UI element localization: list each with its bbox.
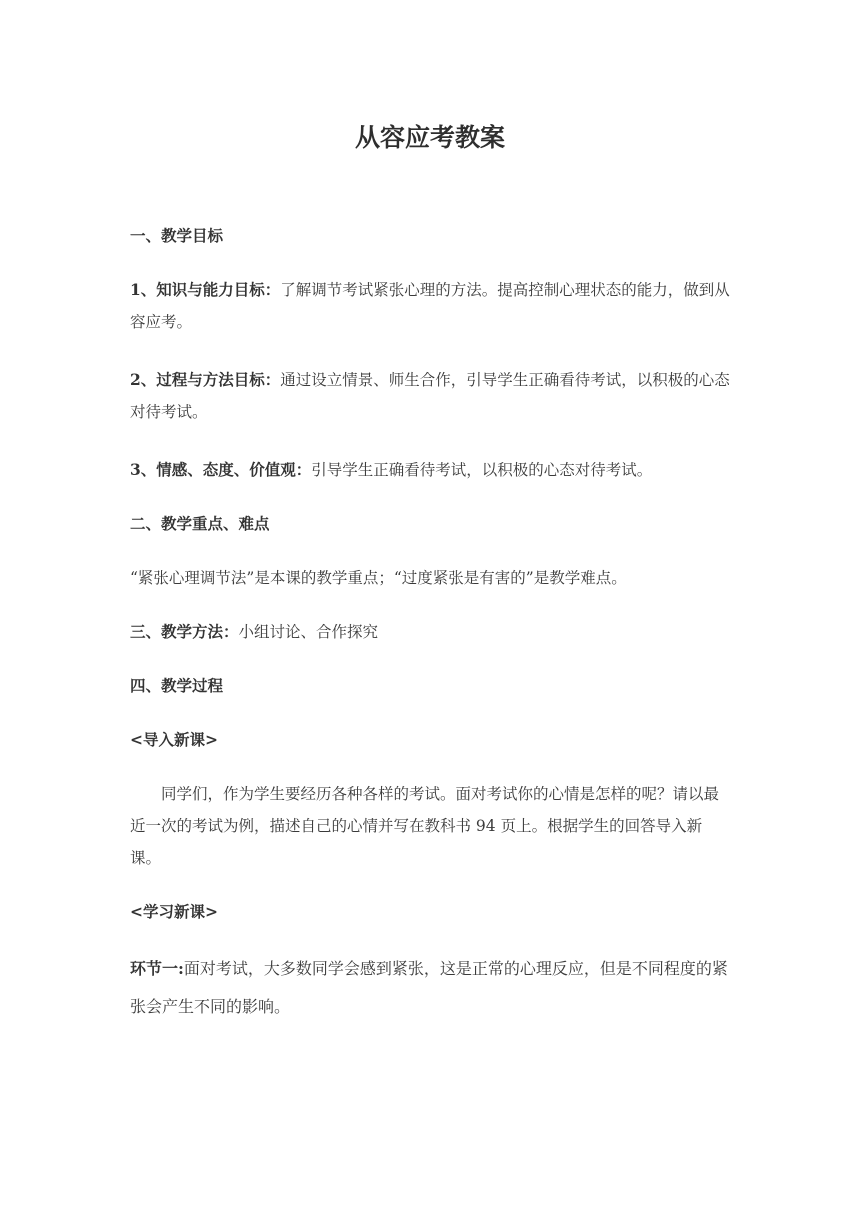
subheading-learn: <学习新课> [130, 902, 218, 921]
step-1-text: 面对考试，大多数同学会感到紧张，这是正常的心理反应，但是不同程度的紧张会产生不同的影响。 [130, 959, 728, 1016]
goal-item-3-label: 3、情感、态度、价值观： [130, 460, 312, 479]
goal-item-1-text: 了解调节考试紧张心理的方法。提高控制心理状态的能力，做到从容应考。 [130, 281, 730, 331]
step-1-paragraph [130, 950, 732, 1026]
goal-item-1-label: 1、知识与能力目标： [130, 280, 281, 299]
step-1-label: 环节一: [130, 959, 184, 978]
intro-paragraph: 同学们，作为学生要经历各种各样的考试。面对考试你的心情是怎样的呢？请以最近一次的考试为例，描述自己的心情并写在教科书 94 页上。根据学生的回答导入新课。 [130, 785, 720, 867]
section-heading-keypoints: 二、教学重点、难点 [130, 514, 270, 533]
goal-item-3-text: 引导学生正确看待考试，以积极的心态对待考试。 [311, 461, 653, 479]
page-title: 从容应考教案 [354, 123, 505, 152]
section-methods-label: 三、教学方法： [130, 622, 239, 641]
section-methods-text: 小组讨论、合作探究 [238, 623, 379, 641]
section-heading-process: 四、教学过程 [130, 676, 224, 695]
goal-item-2 [130, 364, 732, 428]
section-heading-goals: 一、教学目标 [130, 226, 224, 245]
goal-item-2-text: 通过设立情景、师生合作，引导学生正确看待考试，以积极的心态对待考试。 [130, 371, 730, 421]
keypoints-text: “紧张心理调节法”是本课的教学重点；“过度紧张是有害的”是教学难点。 [130, 569, 627, 587]
subheading-intro: <导入新课> [130, 730, 218, 749]
goal-item-2-label: 2、过程与方法目标： [130, 370, 281, 389]
goal-item-3 [130, 454, 732, 486]
goal-item-1 [130, 274, 732, 338]
section-methods [130, 616, 732, 648]
document-body [130, 220, 732, 1026]
